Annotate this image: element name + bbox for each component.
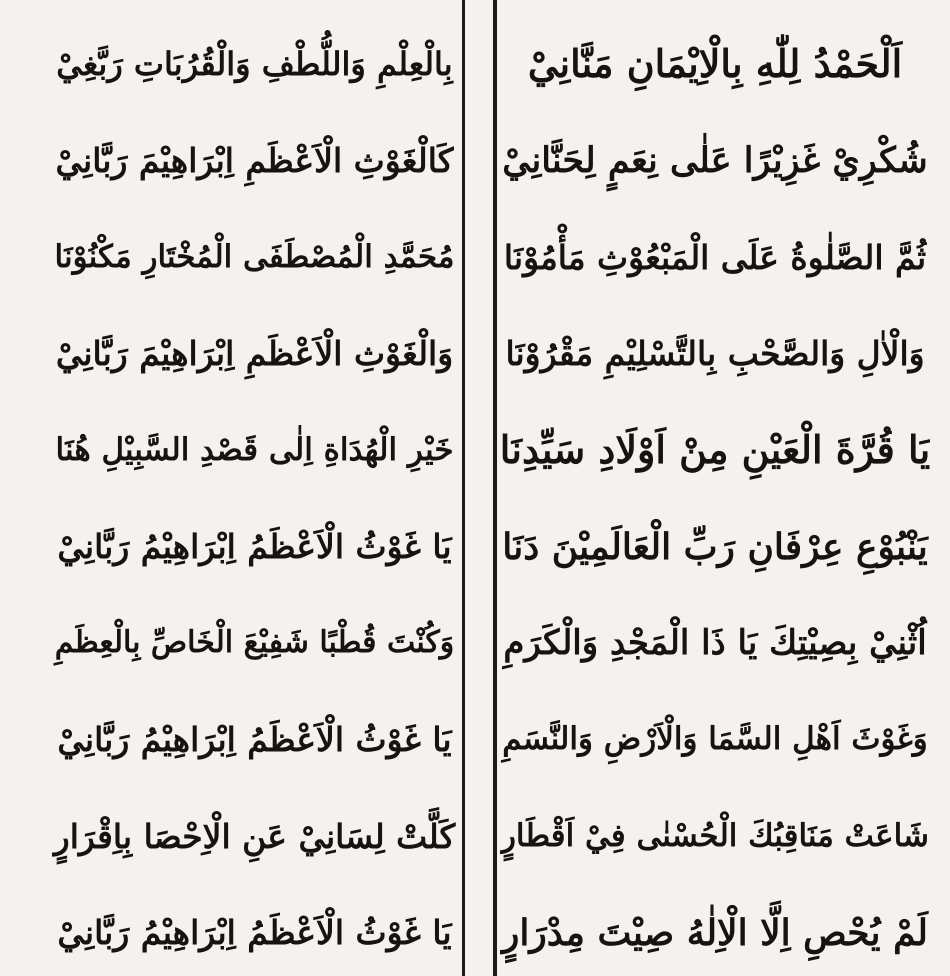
verse-right-10: لَمْ يُحْصِ اِلَّا الْاِلٰهُ صِيْتَ مِدْرَارٍ	[501, 911, 929, 954]
verse-right-5: يَا قُرَّةَ الْعَيْنِ مِنْ اَوْلَادِ سَيِّدِنَا	[500, 427, 930, 473]
verse-left-7: وَكُنْتَ قُطْبًا شَفِيْعَ الْخَاصِّ بِالْعِظَمِ	[54, 625, 455, 661]
verse-right-1: اَلْحَمْدُ لِلّٰهِ بِالْاِيْمَانِ مَنَّانِيْ	[527, 41, 903, 87]
verse-right-3: ثُمَّ الصَّلٰوةُ عَلَى الْمَبْعُوْثِ مَأْمُوْنَا	[503, 237, 927, 277]
column-divider-left-rule	[462, 0, 465, 976]
verse-left-10: يَا غَوْثُ الْاَعْظَمُ اِبْرَاهِيْمُ رَبَّانِيْ	[57, 913, 452, 953]
verse-right-4: وَالْاٰلِ وَالصَّحْبِ بِالتَّسْلِيْمِ مَقْرُوْنَا	[505, 334, 925, 374]
verse-right-9: شَاعَتْ مَنَاقِبُكَ الْحُسْنٰى فِيْ اَقْطَارٍ	[500, 817, 930, 854]
verse-right-8: وَغَوْثَ اَهْلِ السَّمَا وَالْاَرْضِ وَالنَّسَمِ	[502, 721, 928, 758]
verse-left-3: مُحَمَّدِ الْمُصْطَفَى الْمُخْتَارِ مَكْنُوْنَا	[54, 238, 455, 275]
verse-left-6: يَا غَوْثُ الْاَعْظَمُ اِبْرَاهِيْمُ رَبَّانِيْ	[57, 527, 452, 567]
column-divider-right-rule	[493, 0, 497, 976]
right-column-first-hemistichs	[500, 16, 930, 976]
verse-right-7: اُثْنِيْ بِصِيْتِكَ يَا ذَا الْمَجْدِ وَالْكَرَمِ	[503, 623, 927, 664]
verse-left-9: كَلَّتْ لِسَانِيْ عَنِ الْاِحْصَا بِاِقْرَارٍ	[53, 816, 456, 856]
verse-left-2: كَالْغَوْثِ الْاَعْظَمِ اِبْرَاهِيْمَ رَبَّانِيْ	[55, 141, 454, 181]
verse-left-5: خَيْرِ الْهُدَاةِ اِلٰى قَصْدِ السَّبِيْلِ هُنَا	[55, 431, 454, 468]
verse-left-1: بِالْعِلْمِ وَاللُّطْفِ وَالْقُرُبَاتِ رَبَّغِيْ	[56, 45, 453, 84]
verse-right-6: يَنْبُوْعِ عِرْفَانِ رَبِّ الْعَالَمِيْنَ دَنَا	[502, 525, 928, 568]
verse-right-2: شُكْرِيْ غَزِيْرًا عَلٰى نِعَمٍ لِحَنَّانِيْ	[502, 140, 928, 182]
verse-left-8: يَا غَوْثُ الْاَعْظَمُ اِبْرَاهِيْمُ رَبَّانِيْ	[57, 720, 452, 760]
left-column-second-hemistichs	[52, 16, 457, 976]
verse-left-4: وَالْغَوْثِ الْاَعْظَمِ اِبْرَاهِيْمَ رَبَّانِيْ	[55, 334, 454, 374]
